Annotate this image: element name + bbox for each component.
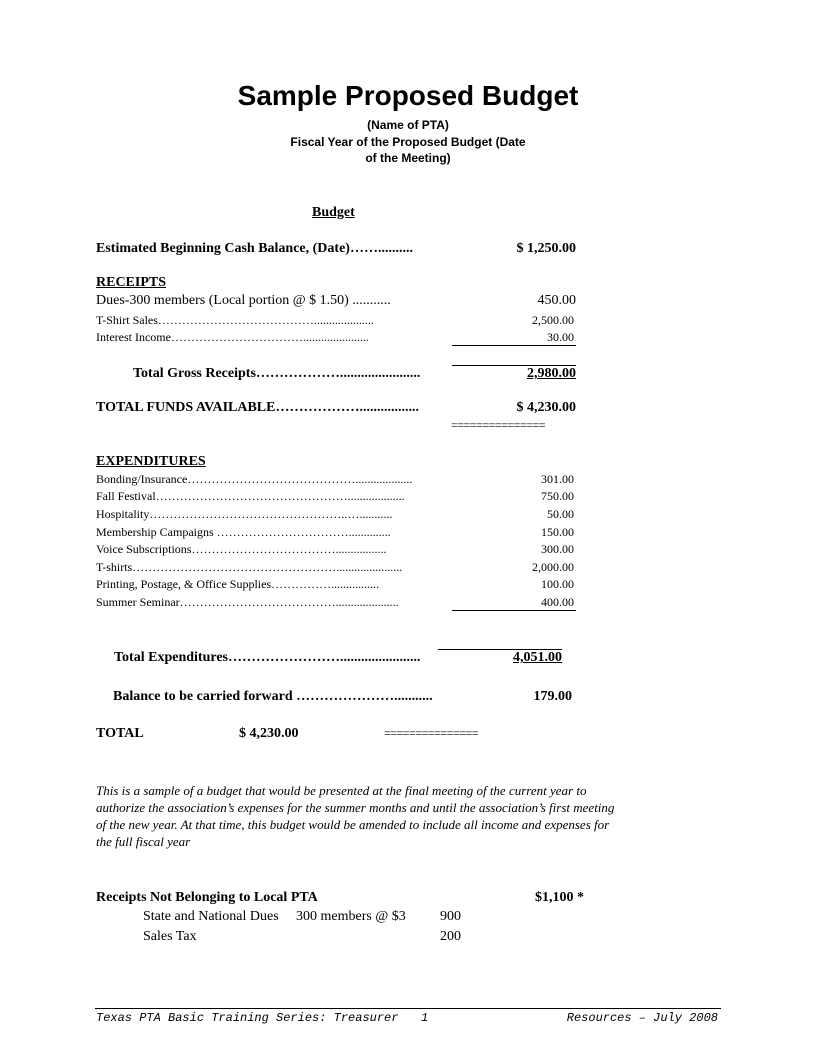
total-funds-value: $ 4,230.00 [516, 400, 576, 415]
meeting-date-subtitle: of the Meeting) [365, 151, 451, 165]
expense-voice-label: Voice Subscriptions………………………………................. [96, 542, 387, 556]
receipt-interest-value: 30.00 [547, 330, 574, 344]
expense-bonding-label: Bonding/Insurance……………………………………................... [96, 472, 413, 486]
receipt-dues-value: 450.00 [537, 293, 576, 308]
expense-fall-festival-label: Fall Festival…………………………………………................... [96, 489, 405, 503]
state-national-dues-detail: 300 members @ $3 [296, 909, 406, 924]
expense-printing-label: Printing, Postage, & Office Supplies……………................ [96, 577, 380, 591]
beginning-balance-value: $ 1,250.00 [516, 241, 576, 256]
page-title: Sample Proposed Budget [237, 80, 579, 111]
expense-voice-value: 300.00 [541, 542, 574, 556]
beginning-balance-label: Estimated Beginning Cash Balance, (Date)…….......... [96, 241, 413, 256]
footer-page-number: 1 [421, 1011, 429, 1025]
total-gross-receipts-label: Total Gross Receipts………………....................... [133, 366, 421, 381]
total-funds-double-rule: =============== [451, 418, 546, 432]
receipt-dues-label: Dues-300 members (Local portion @ $ 1.50) ........... [96, 293, 391, 308]
note-line-3: of the new year. At that time, this budget would be amended to include all income and expenses for [96, 817, 610, 832]
grand-total-double-rule: =============== [384, 726, 479, 740]
total-expenditures-label: Total Expenditures……………………....................... [114, 650, 421, 665]
not-local-receipts-label: Receipts Not Belonging to Local PTA [96, 890, 318, 905]
expense-printing-value: 100.00 [541, 577, 574, 591]
expense-fall-festival-value: 750.00 [541, 489, 574, 503]
footer-series-title: Texas PTA Basic Training Series: Treasurer [96, 1011, 399, 1025]
expenditures-subtotal-rule [452, 610, 576, 611]
receipt-tshirt-value: 2,500.00 [532, 313, 574, 327]
expenditures-heading: EXPENDITURES [96, 454, 206, 469]
receipt-interest-label: Interest Income……………………………...................... [96, 330, 369, 344]
balance-forward-value: 179.00 [533, 689, 572, 704]
budget-heading: Budget [312, 205, 355, 220]
total-gross-receipts-value: 2,980.00 [527, 366, 576, 381]
expense-hospitality-value: 50.00 [547, 507, 574, 521]
expense-tshirts-value: 2,000.00 [532, 560, 574, 574]
receipt-tshirt-label: T-Shirt Sales………………………………….................... [96, 313, 374, 327]
sales-tax-value: 200 [440, 929, 461, 944]
state-national-dues-value: 900 [440, 909, 461, 924]
expense-summer-seminar-label: Summer Seminar…………………………………..................... [96, 595, 399, 609]
expense-membership-value: 150.00 [541, 525, 574, 539]
note-line-1: This is a sample of a budget that would be presented at the final meeting of the current year to [96, 783, 587, 798]
receipts-heading: RECEIPTS [96, 275, 167, 290]
footer-rule [95, 1008, 721, 1009]
grand-total-value: $ 4,230.00 [239, 726, 299, 741]
expense-bonding-value: 301.00 [541, 472, 574, 486]
total-expenditures-value: 4,051.00 [513, 650, 562, 665]
receipts-subtotal-rule [452, 345, 576, 346]
grand-total-label: TOTAL [96, 726, 144, 741]
not-local-receipts-value: $1,100 * [535, 890, 584, 905]
fiscal-year-subtitle: Fiscal Year of the Proposed Budget (Date [290, 135, 526, 149]
note-line-2: authorize the association’s expenses for the summer months and until the association’s first meeting [96, 800, 615, 815]
footer-resources-date: Resources – July 2008 [566, 1011, 718, 1025]
pta-name-subtitle: (Name of PTA) [367, 118, 449, 132]
balance-forward-label: Balance to be carried forward …………………........... [113, 689, 433, 704]
total-funds-label: TOTAL FUNDS AVAILABLE………………................. [96, 400, 419, 415]
expense-summer-seminar-value: 400.00 [541, 595, 574, 609]
expense-tshirts-label: T-shirts……………………………………………...................... [96, 560, 403, 574]
state-national-dues-label: State and National Dues [143, 909, 279, 924]
sales-tax-label: Sales Tax [143, 929, 197, 944]
note-line-4: the full fiscal year [96, 834, 191, 849]
expense-membership-label: Membership Campaigns …………………………….............. [96, 525, 391, 539]
expense-hospitality-label: Hospitality…………………………………………..…........... [96, 507, 393, 521]
